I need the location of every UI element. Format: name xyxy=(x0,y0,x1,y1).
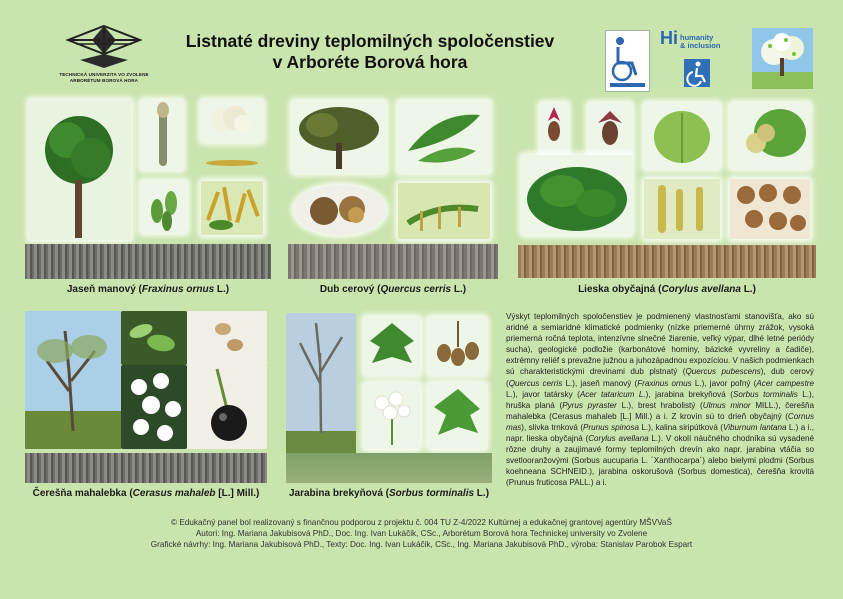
accessibility-icon xyxy=(684,59,710,87)
photo-quercus-catkins xyxy=(398,183,490,239)
description-text: Výskyt teplomilných spoločenstiev je podmienený vlastnosťami stanovišťa, ako sú aridné a semiaridné klimatické podmienky (nízke priemerné úhrny zrážok, vysoká priemerná ročná teplota, intenzívne slnečné žiarenie, veľký výpar, dlhé letné periódy sucha), geologické podložie (karbonátové horniny, bázické vyvreliny a čadiče), extrémny reliéf s prevažne južnou a juhozápadnou expozíciou. V našich podmienkach sú charakteristickými drevinami dub plstnatý (Quercus pubescens), dub cerový (Quercus cerris L.), jaseň manový (Fraxinus ornus L.), javor poľný (Acer campestre L.), javor tatársky (Acer tataricum L.), jarabina brekyňová (Sorbus torminalis L.), hruška planá (Pyrus pyraster L.), brest hrabolistý (Ulmus minor MILL.), čerešňa mahalebka (Cerasus mahaleb [L.] Mill.) a i. Z krovín sú to drieň obyčajný (Cornus mas), slivka trnková (Prunus spinosa L.), kalina siripútková (Viburnum lantana L.) a i., napr. lieska obyčajná (Corylus avellana L.). V okolí náučného chodníka sú vysadené rôzne druhy a zaujímavé formy teplomilných drevín ako napr. jarabina vtáčia so svetlooranžovými (Sorbus aucuparia L. ´Xanthocarpa´) alebo bielymi plodmi (Sorbus koehneana SCHNEID.), jarabina oskorušová (Sorbus domestica), čerešňa krovitá (Prunus fruticosa PALL.) a i. xyxy=(506,312,815,488)
partner-text xyxy=(680,34,720,50)
wheelchair-badge xyxy=(605,30,650,92)
photo-corylus-hazelnuts xyxy=(730,179,810,239)
photo-corylus-flower1 xyxy=(540,103,568,155)
caption-cerasus: Čerešňa mahalebka (Cerasus mahaleb [L.] Mill.) xyxy=(32,488,260,499)
photo-fraxinus-leaf xyxy=(141,181,187,233)
photo-cerasus-seeds xyxy=(187,311,267,365)
photo-corylus-catkins xyxy=(644,179,720,239)
photo-corylus-flower2 xyxy=(588,103,632,155)
panel-cerasus xyxy=(25,311,267,483)
footer-credits xyxy=(0,517,843,550)
tree-badge xyxy=(752,28,813,89)
arboretum-logo-icon xyxy=(64,24,144,70)
partner-sub: & inclusion xyxy=(680,41,721,50)
photo-sorbus-leaf2 xyxy=(428,383,486,449)
photo-corylus-shrub xyxy=(522,155,632,235)
photo-cerasus-flowers xyxy=(121,365,187,449)
photo-cerasus-fruit xyxy=(187,365,267,449)
title-line1: Listnaté dreviny teplomilných spoločenstiev xyxy=(185,31,555,51)
photo-fraxinus-bark xyxy=(25,244,271,279)
photo-cerasus-bark xyxy=(25,453,267,483)
photo-sorbus-bark xyxy=(286,453,492,483)
panel-quercus xyxy=(288,97,498,279)
footer-authors: Autori: Ing. Mariana Jakubisová PhD., Doc. Ing. Ivan Lukáčik, CSc., Arborétum Borová hora Technickej university vo Zvolene xyxy=(195,529,648,538)
photo-cerasus-leaves xyxy=(121,311,187,365)
caption-quercus: Dub cerový (Quercus cerris L.) xyxy=(319,284,467,295)
photo-cerasus-tree xyxy=(25,311,121,449)
panel-sorbus xyxy=(286,313,492,483)
photo-quercus-bark xyxy=(288,244,498,279)
photo-sorbus-berries xyxy=(428,317,486,375)
photo-fraxinus-bud xyxy=(141,100,183,170)
university-name-line1: TECHNICKÁ UNIVERZITA VO ZVOLENE xyxy=(59,72,149,77)
photo-sorbus-tree xyxy=(286,313,356,453)
caption-fraxinus: Jaseň manový (Fraxinus ornus L.) xyxy=(66,284,230,295)
photo-fraxinus-tree xyxy=(29,100,131,240)
footer-design: Grafické návrhy: Ing. Mariana Jakubisová PhD., Texty: Doc. Ing. Ivan Lukáčik, CSc., Ing. Mariana Jakubisová PhD., výroba: Stanislav Parobok Espart xyxy=(150,540,693,549)
photo-fraxinus-samaras xyxy=(201,181,263,235)
photo-fraxinus-flower xyxy=(201,100,263,142)
university-logo xyxy=(48,24,160,84)
photo-corylus-nuts-green xyxy=(730,103,810,169)
photo-quercus-acorns xyxy=(294,185,386,235)
panel-corylus xyxy=(518,97,816,279)
photo-sorbus-leaf xyxy=(364,317,420,375)
partner-name: humanity xyxy=(680,33,714,42)
photo-quercus-tree xyxy=(292,101,386,173)
photo-fraxinus-seed xyxy=(203,155,261,165)
caption-sorbus: Jarabina brekyňová (Sorbus torminalis L.) xyxy=(288,488,490,499)
university-name xyxy=(48,72,160,84)
university-name-line2: ARBORÉTUM BOROVÁ HORA xyxy=(69,78,139,83)
panel-fraxinus xyxy=(25,97,271,279)
footer-funding: © Edukačný panel bol realizovaný s finančnou podporou z projektu č. 004 TU Z-4/2022 Kultúrnej a edukačnej grantovej agentúry MŠVVaŠ xyxy=(171,518,672,527)
photo-sorbus-flowers xyxy=(364,383,420,449)
title-line2: v Arboréte Borová hora xyxy=(272,52,468,72)
tree-icon xyxy=(752,28,813,89)
caption-corylus: Lieska obyčajná (Corylus avellana L.) xyxy=(578,284,756,295)
photo-quercus-leaf xyxy=(398,101,490,173)
wheelchair-icon xyxy=(606,31,649,91)
humanity-inclusion-logo xyxy=(660,28,738,90)
hi-mark: Hi xyxy=(660,28,678,48)
photo-corylus-bark xyxy=(518,245,816,278)
page-title xyxy=(160,31,580,73)
photo-corylus-leaf xyxy=(644,103,720,169)
